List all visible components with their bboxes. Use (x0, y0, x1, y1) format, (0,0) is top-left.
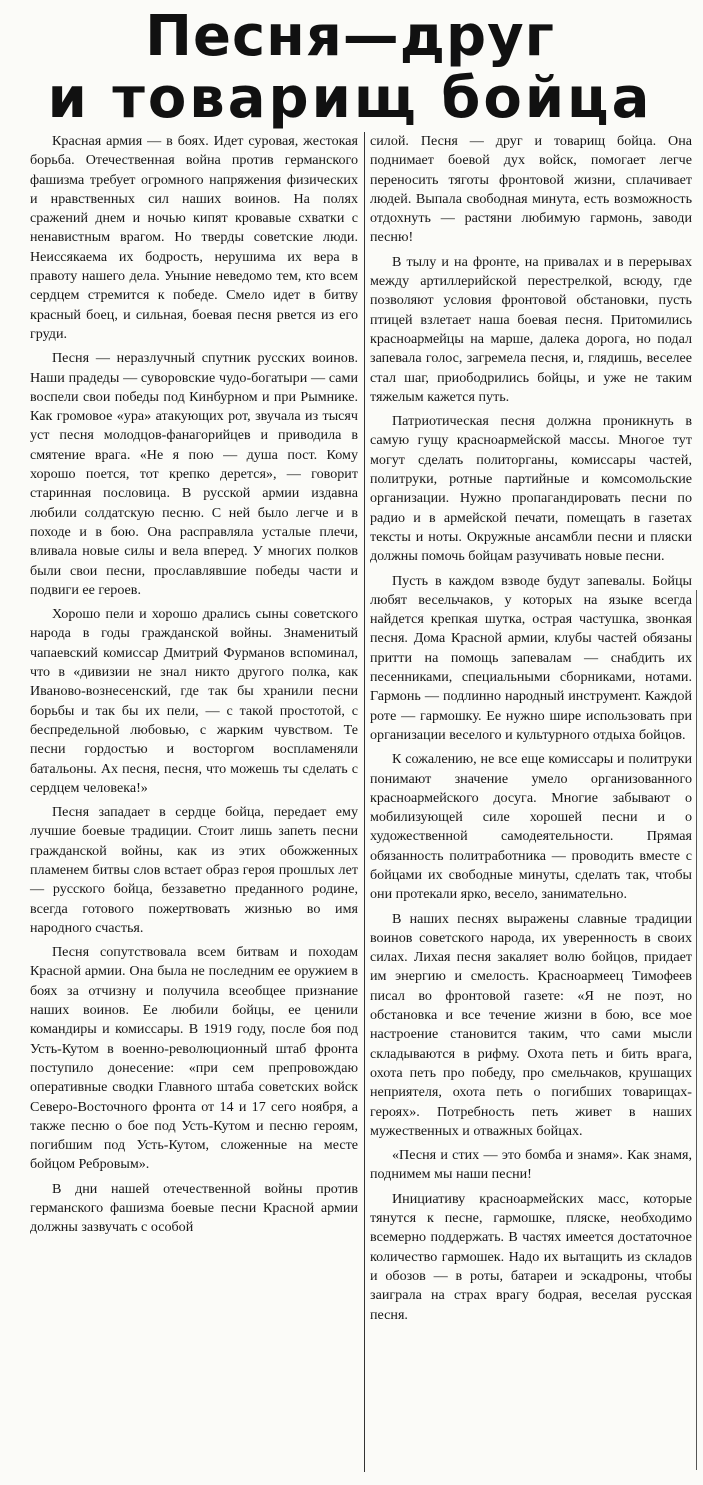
paragraph: В тылу и на фронте, на привалах и в перерывах между артиллерийской перестрелкой, всюду, где позволяют условия фронтовой обстановки, пусть птицей взлетает наша боевая песня. Притомились красноармейцы на марше, далека дорога, но подал запевала голос, загремела песня, и, глядишь, веселее стал шаг, приободрились бойцы, и уже не таким тяжелым кажется путь. (370, 253, 692, 405)
paragraph: Песня — неразлучный спутник русских воинов. Наши прадеды — суворовские чудо-богатыри — сами воспели свои победы под Кинбурном и при Рымнике. Как громовое «ура» атакующих рот, звучала из тысяч уст песня молодцов-фанагорийцев и приводила в смятение врага. «Не я пою — душа пост. Кому хорошо поется, тот крепко дерется», — говорит старинная пословица. В русской армии издавна любили солдатскую песню. С ней было легче и в походе и в бою. Она расправляла усталые плечи, вливала новые силы и вела вперед. У многих полков были свои песни, прославлявшие победы части и подвиги ее героев. (30, 350, 358, 598)
paragraph: К сожалению, не все еще комиссары и политруки понимают значение умело организованного красноармейского досуга. Многие забывают о мобилизующей силе хорошей песни и о художественной самодеятельности. Прямая обязанность политработника — проводить вместе с бойцами их свободные минуты, сделать так, чтобы они протекали ярко, весело, занимательно. (370, 751, 692, 903)
paragraph: Патриотическая песня должна проникнуть в самую гущу красноармейской массы. Многое тут могут сделать политорганы, комиссары частей, политруки, ротные партийные и комсомольские организации. Нужно пропагандировать песни по радио и в армейской печати, помещать в газетах тексты и ноты. Окружные ансамбли песни и пляски должны помочь бойцам разучивать новые песни. (370, 413, 692, 565)
article-headline (0, 6, 700, 130)
paragraph: Инициативу красноармейских масс, которые тянутся к песне, гармошке, пляске, необходимо всемерно поддержать. В частях имеется достаточное количество гармошек. Надо их вытащить из складов и обозов — в роты, батареи и эскадроны, чтобы заиграла на страх врагу бодрая, веселая русская песня. (370, 1190, 692, 1323)
paragraph-continued: силой. Песня — друг и товарищ бойца. Она поднимает боевой дух войск, помогает легче переносить тяготы фронтовой жизни, сплачивает людей. Выпала свободная минута, есть возможность отдохнуть — растяни любимую гармонь, заводи песню! (370, 133, 692, 246)
paragraph: Хорошо пели и хорошо дрались сыны советского народа в годы гражданской войны. Знаменитый чапаевский комиссар Дмитрий Фурманов вспоминал, что в «дивизии не знал никто другого полка, как Иваново-вознесенский, где так бы хранили песни борьбы и так бы их пели, — с такой простотой, с беспредельной любовью, с жарким чувством. Те песни гордостью и восторгом воспламеняли батальоны. Ах песня, песня, что можешь ты сделать с сердцем человека!» (30, 606, 358, 796)
column-divider (364, 132, 365, 1472)
headline-line-2: и товарищ бойца (47, 66, 653, 131)
headline-line-1: Песня—друг (145, 4, 555, 69)
article-column-right (370, 132, 692, 1330)
paragraph: Песня западает в сердце бойца, передает ему лучшие боевые традиции. Стоит лишь запеть песни гражданской войны, как из этих обожженных пламенем битвы слов встает образ героя прошлых лет — русского бойца, беззаветно преданного родине, всегда готового пожертвовать жизнью во имя народного счастья. (30, 804, 358, 936)
adjacent-column-edge (696, 590, 703, 1470)
paragraph: Песня сопутствовала всем битвам и походам Красной армии. Она была не последним ее оружием в боях за отчизну и получила всеобщее признание наших воинов. Ее любили бойцы, ее ценили командиры и комиссары. В 1919 году, после боя под Усть-Кутом в военно-революционный штаб фронта поступило донесение: «при сем препровождаю оперативные сводки Главного штаба советских войск Северо-Восточного фронта от 14 и 17 сего ноября, а также песню о бое под Усть-Кутом и песню героям, погибшим под Усть-Кутом, сложенные на месте бойцом Ребровым». (30, 944, 358, 1173)
paragraph: В дни нашей отечественной войны против германского фашизма боевые песни Красной армии должны зазвучать с особой (30, 1180, 358, 1236)
paragraph: Красная армия — в боях. Идет суровая, жестокая борьба. Отечественная война против германского фашизма требует огромного напряжения физических и нравственных сил наших воинов. На полях сражений днем и ночью кипят кровавые схватки с ненавистным врагом. Но тверды советские люди. Неиссякаема их бодрость, нерушима их вера в правоту нашего дела. Уныние неведомо тем, кто всем сердцем стремится к победе. Смело идет в битву красный боец, и сильная, боевая песня рвется из его груди. (30, 133, 358, 342)
article-column-left (30, 132, 358, 1243)
paragraph: «Песня и стих — это бомба и знамя». Как знамя, поднимем мы наши песни! (370, 1147, 692, 1183)
paragraph: Пусть в каждом взводе будут запевалы. Бойцы любят весельчаков, у которых на языке всегда найдется крепкая шутка, острая частушка, звонкая песня. Дома Красной армии, клубы частей обязаны притти на помощь запевалам — снабдить их песенниками, специальными сборниками, нотами. Гармонь — подлинно народный инструмент. Каждой роте — гармошку. Ее нужно шире использовать при организации веселого и культурного отдыха бойцов. (370, 572, 692, 743)
paragraph: В наших песнях выражены славные традиции воинов советского народа, их уверенность в своих силах. Лихая песня закаляет волю бойцов, придает им энергию и смелость. Красноармеец Тимофеев писал во фронтовой газете: «Я не поэт, но обстановка и все течение жизни в бою, все мое настроение становится таким, что сами мысли складываются в рифму. Охота петь и бить врага, охота петь про победу, про смельчаков, крушащих неприятеля, охота петь о погибших товарищах-героях». Потребность петь живет в наших мужественных и отважных бойцах. (370, 910, 692, 1139)
